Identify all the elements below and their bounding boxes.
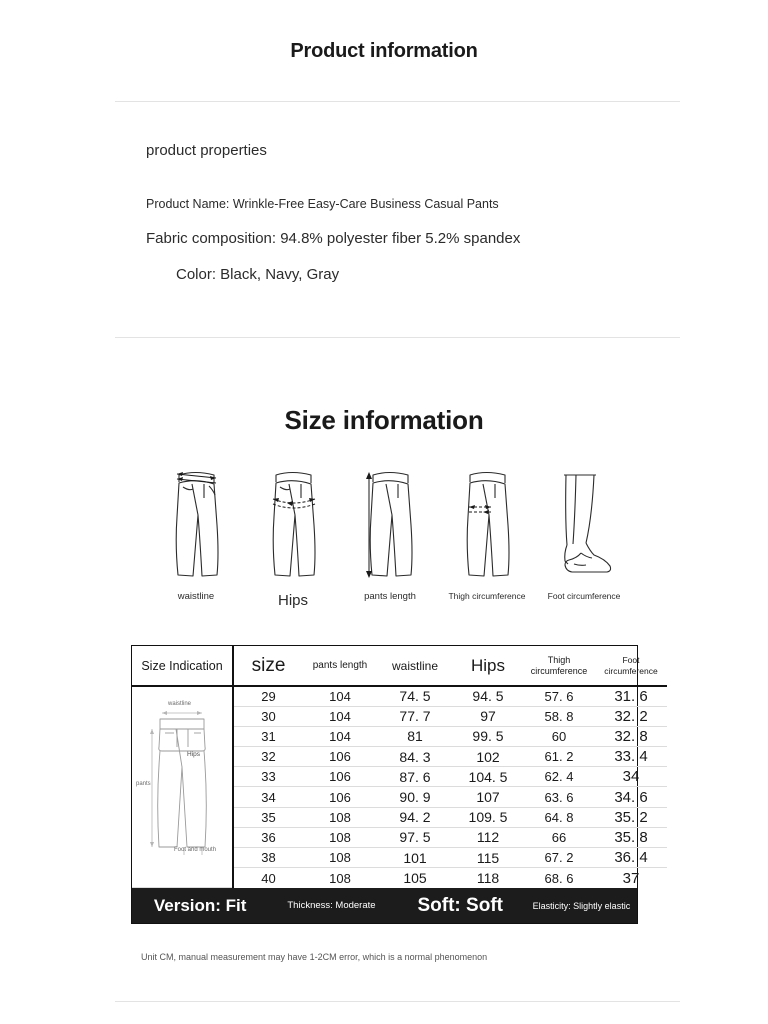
cell-pants-length: 108 xyxy=(329,870,351,886)
table-footer-bar xyxy=(132,888,637,923)
leg-shoe-foot-diagram-icon xyxy=(550,462,618,580)
cell-waistline: 101 xyxy=(377,848,453,868)
cell-foot: 34. 6 xyxy=(595,787,667,807)
cell-foot: 31. 6 xyxy=(595,686,667,706)
cell-thigh: 60 xyxy=(523,726,595,746)
divider-top xyxy=(115,101,680,102)
table-diagram-label-hips: Hips xyxy=(187,751,201,759)
cell-waistline: 77. 7 xyxy=(377,706,453,726)
cell-waistline: 97. 5 xyxy=(377,827,453,847)
cell-thigh: 68. 6 xyxy=(544,870,574,886)
cell-foot: 35. 2 xyxy=(595,807,667,827)
size-information-title: Size information xyxy=(284,405,484,435)
header-hips: Hips xyxy=(453,646,523,686)
cell-hips: 109. 5 xyxy=(453,807,523,827)
cell-thigh: 58. 8 xyxy=(523,706,595,726)
cell-hips: 118 xyxy=(476,870,500,887)
table-diagram-label-waistline: waistline xyxy=(168,701,192,708)
product-properties-heading: product properties xyxy=(146,142,267,159)
cell-pants-length: 106 xyxy=(303,767,377,787)
cell-pants-length: 106 xyxy=(303,787,377,807)
cell-hips: 107 xyxy=(453,787,523,807)
header-size-indication: Size Indication xyxy=(132,646,233,686)
diagram-hips xyxy=(247,462,339,609)
cell-hips: 94. 5 xyxy=(453,686,523,706)
measurement-diagram-row xyxy=(150,462,630,609)
footer-version: Version: Fit xyxy=(153,895,247,915)
cell-hips: 104. 5 xyxy=(453,767,523,787)
cell-waistline: 87. 6 xyxy=(377,767,453,787)
cell-waistline: 74. 5 xyxy=(377,686,453,706)
cell-thigh: 57. 6 xyxy=(523,686,595,706)
divider-bottom xyxy=(115,1001,680,1002)
cell-foot: 32. 2 xyxy=(595,706,667,726)
cell-waistline: 105 xyxy=(403,870,427,887)
size-chart-table xyxy=(131,645,658,924)
product-properties-block xyxy=(146,142,666,283)
diagram-label-waistline: waistline xyxy=(177,591,215,602)
pants-hips-diagram-icon xyxy=(262,462,324,580)
cell-size: 40 xyxy=(261,870,276,886)
cell-thigh: 67. 2 xyxy=(523,848,595,868)
cell-foot: 32. 8 xyxy=(595,726,667,746)
diagram-pants-length xyxy=(344,462,436,603)
pants-waistline-diagram-icon xyxy=(165,462,227,580)
page-title: Product information xyxy=(290,40,478,62)
header-pants-length: pants length xyxy=(303,646,377,686)
cell-pants-length: 104 xyxy=(303,686,377,706)
table-pants-diagram-cell xyxy=(132,686,233,888)
cell-foot: 36. 4 xyxy=(595,848,667,868)
diagram-label-pants-length: pants length xyxy=(364,591,416,602)
cell-size: 36 xyxy=(233,827,303,847)
color-options-text: Color: Black, Navy, Gray xyxy=(176,266,340,283)
product-name-text: Product Name: Wrinkle-Free Easy-Care Business Casual Pants xyxy=(146,197,499,211)
cell-thigh: 64. 8 xyxy=(523,807,595,827)
cell-thigh: 62. 4 xyxy=(523,767,595,787)
diagram-waistline xyxy=(150,462,242,603)
header-size: size xyxy=(233,646,303,686)
cell-waistline: 90. 9 xyxy=(377,787,453,807)
cell-size: 31 xyxy=(233,726,303,746)
cell-size: 33 xyxy=(233,767,303,787)
cell-thigh: 61. 2 xyxy=(523,747,595,767)
cell-waistline: 81 xyxy=(377,726,453,746)
cell-size: 30 xyxy=(233,706,303,726)
footer-thickness: Thickness: Moderate xyxy=(287,900,376,912)
cell-pants-length: 108 xyxy=(303,807,377,827)
cell-thigh: 66 xyxy=(523,827,595,847)
table-diagram-label-pants: pants xyxy=(136,781,151,788)
cell-pants-length: 104 xyxy=(303,726,377,746)
table-row xyxy=(132,686,667,706)
cell-hips: 115 xyxy=(453,848,523,868)
pants-thigh-diagram-icon xyxy=(456,462,518,580)
cell-foot: 34 xyxy=(595,767,667,787)
pants-length-diagram-icon xyxy=(359,462,421,580)
cell-foot: 37 xyxy=(622,869,640,887)
cell-hips: 112 xyxy=(453,827,523,847)
cell-size: 32 xyxy=(233,747,303,767)
table-body xyxy=(132,686,667,888)
cell-thigh: 63. 6 xyxy=(523,787,595,807)
diagram-thigh xyxy=(441,462,533,602)
cell-foot: 35. 8 xyxy=(595,827,667,847)
table-diagram-label-foot-mouth: Foot and mouth xyxy=(174,847,217,854)
diagram-label-thigh-circumference: Thigh circumference xyxy=(448,591,526,601)
cell-pants-length: 104 xyxy=(303,706,377,726)
cell-pants-length: 108 xyxy=(303,848,377,868)
diagram-label-foot-circumference: Foot circumference xyxy=(547,591,621,601)
cell-hips: 97 xyxy=(453,706,523,726)
header-thigh-circumference: Thigh circumference xyxy=(523,646,595,686)
footer-elasticity: Elasticity: Slightly elastic xyxy=(532,900,631,911)
header-foot-circumference: Foot circumference xyxy=(595,646,667,686)
diagram-foot xyxy=(538,462,630,602)
cell-waistline: 94. 2 xyxy=(377,807,453,827)
header-waistline: waistline xyxy=(377,646,453,686)
divider-middle xyxy=(115,337,680,338)
cell-size: 35 xyxy=(233,807,303,827)
measurement-note: Unit CM, manual measurement may have 1-2CM error, which is a normal phenomenon xyxy=(141,952,488,962)
cell-foot: 33. 4 xyxy=(595,747,667,767)
cell-size: 34 xyxy=(233,787,303,807)
cell-hips: 102 xyxy=(453,747,523,767)
footer-soft: Soft: Soft xyxy=(417,894,503,916)
diagram-label-hips: Hips xyxy=(277,592,308,609)
cell-size: 38 xyxy=(233,848,303,868)
cell-pants-length: 108 xyxy=(303,827,377,847)
cell-hips: 99. 5 xyxy=(453,726,523,746)
cell-waistline: 84. 3 xyxy=(377,747,453,767)
cell-pants-length: 106 xyxy=(303,747,377,767)
fabric-composition-text: Fabric composition: 94.8% polyester fiber 5.2% spandex xyxy=(146,230,521,247)
table-header-row xyxy=(132,646,667,686)
cell-size: 29 xyxy=(233,686,303,706)
